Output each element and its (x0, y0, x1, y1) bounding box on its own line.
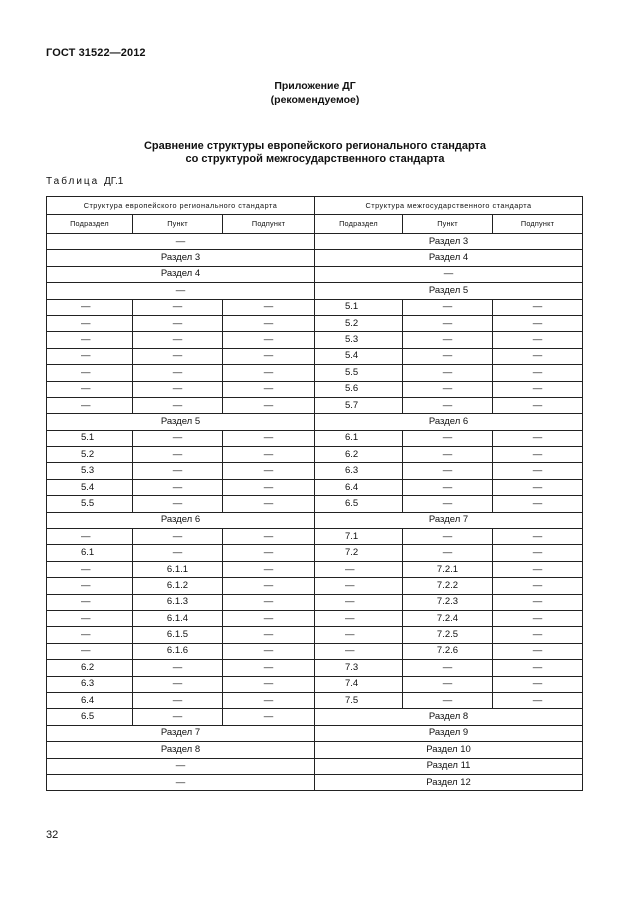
table-cell: — (133, 479, 223, 495)
table-cell: Раздел 9 (315, 725, 583, 741)
table-cell: — (493, 381, 583, 397)
table-cell: — (403, 299, 493, 315)
table-cell: — (133, 365, 223, 381)
table-cell: Раздел 6 (47, 512, 315, 528)
table-cell: Раздел 3 (315, 234, 583, 250)
table-cell: — (47, 774, 315, 790)
table-cell: — (47, 283, 315, 299)
table-row (47, 676, 583, 692)
table-row (47, 643, 583, 659)
table-cell: — (315, 266, 583, 282)
comparison-table (46, 196, 583, 791)
table-cell: — (223, 529, 315, 545)
table-cell: 5.6 (315, 381, 403, 397)
table-row (47, 594, 583, 610)
table-cell: — (47, 348, 133, 364)
table-cell: 6.1.6 (133, 643, 223, 659)
table-cell: 6.1.1 (133, 561, 223, 577)
table-cell: — (133, 299, 223, 315)
table-cell: 5.5 (47, 496, 133, 512)
table-row (47, 283, 583, 299)
table-cell: Раздел 8 (315, 709, 583, 725)
table-cell: — (223, 365, 315, 381)
table-cell: — (403, 447, 493, 463)
table-row (47, 529, 583, 545)
table-cell: — (493, 332, 583, 348)
table-cell: — (223, 496, 315, 512)
table-cell: 5.3 (47, 463, 133, 479)
table-cell: — (493, 315, 583, 331)
table-cell: — (493, 299, 583, 315)
table-cell: Раздел 7 (47, 725, 315, 741)
table-cell: 5.3 (315, 332, 403, 348)
table-cell: — (403, 479, 493, 495)
annex-status: (рекомендуемое) (270, 93, 360, 106)
table-cell: — (133, 381, 223, 397)
table-cell: — (403, 430, 493, 446)
document-code: ГОСТ 31522—2012 (46, 47, 146, 59)
table-cell: 6.5 (47, 709, 133, 725)
table-cell: 7.2.3 (403, 594, 493, 610)
table-row (47, 447, 583, 463)
table-row (47, 512, 583, 528)
table-cell: — (403, 660, 493, 676)
table-row (47, 315, 583, 331)
table-cell: — (315, 594, 403, 610)
table-cell: — (133, 430, 223, 446)
table-cell: — (223, 463, 315, 479)
table-cell: — (493, 692, 583, 708)
table-row (47, 725, 583, 741)
table-cell: — (493, 594, 583, 610)
table-row (47, 774, 583, 790)
table-cell: — (223, 578, 315, 594)
table-cell: — (493, 545, 583, 561)
table-cell: — (403, 463, 493, 479)
table-cell: — (403, 496, 493, 512)
table-cell: — (133, 545, 223, 561)
table-cell: — (133, 447, 223, 463)
table-cell: Раздел 10 (315, 742, 583, 758)
table-cell: 6.2 (315, 447, 403, 463)
table-cell: — (493, 430, 583, 446)
table-cell: — (223, 643, 315, 659)
table-cell: — (493, 447, 583, 463)
table-cell: — (223, 479, 315, 495)
table-cell: 7.2.1 (403, 561, 493, 577)
table-cell: 5.1 (315, 299, 403, 315)
table-cell: — (223, 348, 315, 364)
table-row (47, 365, 583, 381)
annex-heading (0, 80, 630, 107)
table-cell: — (223, 447, 315, 463)
table-cell: 7.3 (315, 660, 403, 676)
table-cell: — (133, 660, 223, 676)
table-cell: 6.3 (47, 676, 133, 692)
table-row (47, 299, 583, 315)
table-cell: — (223, 299, 315, 315)
column-header: Пункт (403, 215, 493, 234)
table-row (47, 397, 583, 413)
table-cell: 6.4 (47, 692, 133, 708)
table-cell: 6.2 (47, 660, 133, 676)
table-cell: Раздел 5 (47, 414, 315, 430)
table-cell: — (403, 315, 493, 331)
table-cell: — (223, 545, 315, 561)
table-cell: — (403, 692, 493, 708)
table-cell: — (47, 529, 133, 545)
table-cell: — (315, 627, 403, 643)
table-row (47, 234, 583, 250)
table-cell: 5.2 (47, 447, 133, 463)
table-cell: — (223, 381, 315, 397)
column-header-row (47, 215, 583, 234)
table-cell: — (47, 397, 133, 413)
table-cell: — (47, 381, 133, 397)
table-cell: — (493, 578, 583, 594)
table-cell: — (47, 643, 133, 659)
table-cell: — (493, 561, 583, 577)
table-cell: — (403, 545, 493, 561)
table-cell: — (223, 594, 315, 610)
table-cell: — (403, 676, 493, 692)
table-cell: 6.5 (315, 496, 403, 512)
table-cell: Раздел 8 (47, 742, 315, 758)
table-cell: — (493, 397, 583, 413)
column-header: Подраздел (47, 215, 133, 234)
table-cell: 7.5 (315, 692, 403, 708)
table-cell: 7.2.6 (403, 643, 493, 659)
annex-title: Приложение ДГ (274, 80, 356, 92)
table-cell: — (493, 348, 583, 364)
table-cell: 5.1 (47, 430, 133, 446)
table-cell: Раздел 11 (315, 758, 583, 774)
table-cell: — (223, 692, 315, 708)
table-cell: — (133, 709, 223, 725)
table-row (47, 414, 583, 430)
table-row (47, 545, 583, 561)
table-cell: 5.4 (315, 348, 403, 364)
table-cell: Раздел 3 (47, 250, 315, 266)
table-cell: — (403, 348, 493, 364)
table-row (47, 561, 583, 577)
table-row (47, 381, 583, 397)
table-cell: — (315, 610, 403, 626)
column-header: Подпункт (493, 215, 583, 234)
table-row (47, 709, 583, 725)
table-cell: 7.2.5 (403, 627, 493, 643)
table-row (47, 627, 583, 643)
table-cell: — (493, 627, 583, 643)
table-cell: — (223, 397, 315, 413)
table-caption (46, 176, 123, 187)
table-cell: — (403, 332, 493, 348)
table-cell: Раздел 5 (315, 283, 583, 299)
table-cell: — (133, 397, 223, 413)
table-cell: — (315, 578, 403, 594)
table-row (47, 610, 583, 626)
page-number: 32 (46, 829, 59, 841)
title-line-2: со структурой межгосударственного стандарта (185, 153, 445, 165)
table-cell: — (315, 643, 403, 659)
table-cell: — (223, 610, 315, 626)
group-header-interstate: Структура межгосударственного стандарта (315, 197, 583, 215)
table-cell: — (133, 496, 223, 512)
table-cell: — (493, 496, 583, 512)
group-header-row (47, 197, 583, 215)
table-row (47, 758, 583, 774)
table-cell: — (223, 709, 315, 725)
table-cell: — (133, 676, 223, 692)
table-cell: — (133, 315, 223, 331)
column-header: Пункт (133, 215, 223, 234)
group-header-european: Структура европейского регионального стандарта (47, 197, 315, 215)
table-cell: — (403, 529, 493, 545)
table-cell: — (493, 479, 583, 495)
table-cell: — (493, 365, 583, 381)
table-cell: 6.1 (315, 430, 403, 446)
table-cell: — (133, 348, 223, 364)
column-header: Подпункт (223, 215, 315, 234)
table-cell: — (47, 561, 133, 577)
table-cell: — (493, 643, 583, 659)
table-cell: 6.3 (315, 463, 403, 479)
table-cell: — (133, 463, 223, 479)
table-cell: — (223, 561, 315, 577)
table-row (47, 578, 583, 594)
table-cell: — (223, 627, 315, 643)
table-cell: 7.2.2 (403, 578, 493, 594)
table-cell: — (47, 332, 133, 348)
table-row (47, 742, 583, 758)
document-title (0, 140, 630, 166)
table-cell: — (223, 315, 315, 331)
table-cell: — (133, 692, 223, 708)
table-cell: Раздел 6 (315, 414, 583, 430)
table-cell: Раздел 12 (315, 774, 583, 790)
table-cell: Раздел 7 (315, 512, 583, 528)
table-row (47, 250, 583, 266)
table-cell: — (223, 430, 315, 446)
table-cell: 5.4 (47, 479, 133, 495)
table-cell: — (315, 561, 403, 577)
table-cell: 5.7 (315, 397, 403, 413)
table-row (47, 692, 583, 708)
table-cell: — (47, 234, 315, 250)
table-cell: 6.1.2 (133, 578, 223, 594)
table-cell: — (47, 365, 133, 381)
table-cell: — (47, 299, 133, 315)
table-caption-prefix: Таблица (46, 176, 100, 187)
table-row (47, 332, 583, 348)
table-cell: — (223, 676, 315, 692)
table-cell: 7.2.4 (403, 610, 493, 626)
table-cell: Раздел 4 (47, 266, 315, 282)
table-cell: 6.1.4 (133, 610, 223, 626)
table-cell: 7.1 (315, 529, 403, 545)
table-cell: 7.4 (315, 676, 403, 692)
table-cell: — (493, 676, 583, 692)
table-cell: — (47, 315, 133, 331)
table-cell: 6.1.5 (133, 627, 223, 643)
table-cell: 6.1.3 (133, 594, 223, 610)
table-row (47, 348, 583, 364)
table-cell: — (133, 332, 223, 348)
table-cell: Раздел 4 (315, 250, 583, 266)
table-cell: 6.4 (315, 479, 403, 495)
table-cell: 6.1 (47, 545, 133, 561)
table-cell: — (403, 381, 493, 397)
column-header: Подраздел (315, 215, 403, 234)
table-body (47, 234, 583, 791)
table-caption-number: ДГ.1 (104, 176, 124, 187)
table-cell: — (133, 529, 223, 545)
table-row (47, 479, 583, 495)
table-row (47, 660, 583, 676)
table-cell: — (47, 594, 133, 610)
table-row (47, 266, 583, 282)
table-cell: — (223, 660, 315, 676)
table-row (47, 496, 583, 512)
title-line-1: Сравнение структуры европейского регионального стандарта (143, 140, 487, 152)
table-row (47, 430, 583, 446)
table-cell: — (47, 610, 133, 626)
table-cell: — (493, 610, 583, 626)
table-cell: — (403, 365, 493, 381)
table-cell: — (493, 660, 583, 676)
table-cell: — (223, 332, 315, 348)
table-row (47, 463, 583, 479)
table-cell: — (47, 578, 133, 594)
table-cell: 7.2 (315, 545, 403, 561)
table-cell: — (403, 397, 493, 413)
table-cell: — (47, 627, 133, 643)
table-cell: — (493, 529, 583, 545)
table-cell: 5.5 (315, 365, 403, 381)
table-cell: 5.2 (315, 315, 403, 331)
table-cell: — (493, 463, 583, 479)
table-cell: — (47, 758, 315, 774)
